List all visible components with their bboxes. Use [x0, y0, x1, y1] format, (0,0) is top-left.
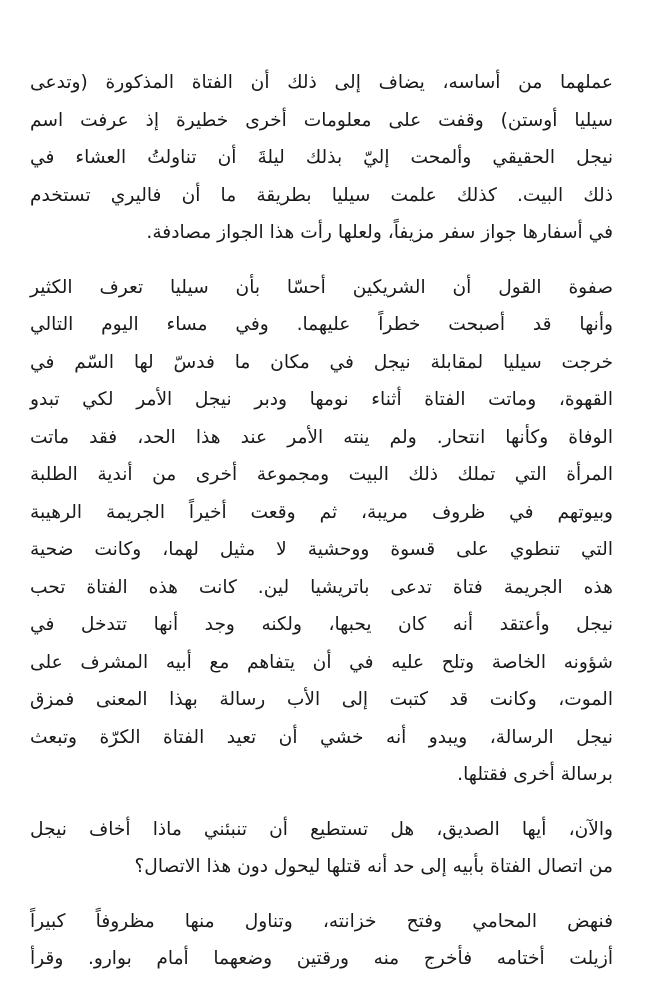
text-line: الوفاة وكأنها انتحار. ولم ينته الأمر عند هذا الحد، فقد ماتت — [30, 426, 613, 448]
text-line: خرجت سيليا لمقابلة نيجل في مكان ما فدسّ لها السّم في — [30, 351, 613, 373]
text-line: صفوة القول أن الشريكين أحسّا بأن سيليا تعرف الكثير — [30, 276, 613, 298]
text-line: سيليا أوستن) وقفت على معلومات أخرى خطيرة إذ عرفت اسم — [30, 109, 613, 131]
text-line: هذه الجريمة فتاة تدعى باتريشيا لين. كانت هذه الفتاة تحب — [30, 576, 613, 598]
text-line: الموت، وكانت قد كتبت إلى الأب رسالة بهذا المعنى فمزق — [30, 689, 613, 710]
text-line: من اتصال الفتاة بأبيه إلى حد أنه قتلها ليحول دون هذا الاتصال؟ — [134, 856, 613, 877]
text-line: نيجل الرسالة، ويبدو أنه خشي أن تعيد الفتاة الكرّة وتبعث — [30, 726, 613, 748]
paragraph-4 — [30, 903, 613, 978]
text-line: أزيلت أختامه فأخرج منه ورقتين وضعهما أمام بوارو. وقرأ — [30, 948, 613, 969]
text-line: التي تنطوي على قسوة ووحشية لا مثيل لهما، وكانت ضحية — [30, 539, 613, 560]
text-line: القهوة، وماتت الفتاة أثناء نومها ودبر نيجل الأمر لكي تبدو — [30, 389, 613, 410]
text-line: نيجل الحقيقي وألمحت إليّ بذلك ليلةَ أن تناولتُ العشاء في — [30, 147, 613, 168]
paragraph-1 — [30, 64, 613, 252]
text-line: والآن، أيها الصديق، هل تستطيع أن تنبئني ماذا أخاف نيجل — [30, 818, 613, 840]
text-line: عملهما من أساسه، يضاف إلى ذلك أن الفتاة المذكورة (وتدعى — [30, 72, 613, 93]
text-line: وبيوتهم في ظروف مريبة، ثم وقعت أخيراً الجريمة الرهيبة — [30, 501, 613, 523]
paragraph-2 — [30, 269, 613, 794]
text-line: ذلك البيت. كذلك علمت سيليا بطريقة ما أن فاليري تستخدم — [30, 184, 613, 206]
text-line: وأنها قد أصبحت خطراً عليهما. وفي مساء اليوم التالي — [30, 314, 613, 335]
text-line: شؤونه الخاصة وتلح عليه في أن يتفاهم مع أبيه المشرف على — [30, 651, 613, 673]
text-line: فنهض المحامي وفتح خزانته، وتناول منها مظروفاً كبيراً — [30, 910, 613, 932]
text-line: المرأة التي تملك ذلك البيت ومجموعة أخرى من أندية الطلبة — [30, 464, 613, 485]
text-line: برسالة أخرى فقتلها. — [457, 764, 613, 785]
text-line: نيجل وأعتقد أنه كان يحبها، ولكنه وجد أنها تتدخل في — [30, 614, 613, 635]
paragraph-3 — [30, 811, 613, 886]
text-line: في أسفارها جواز سفر مزيفاً، ولعلها رأت هذا الجواز مصادفة. — [146, 222, 613, 243]
